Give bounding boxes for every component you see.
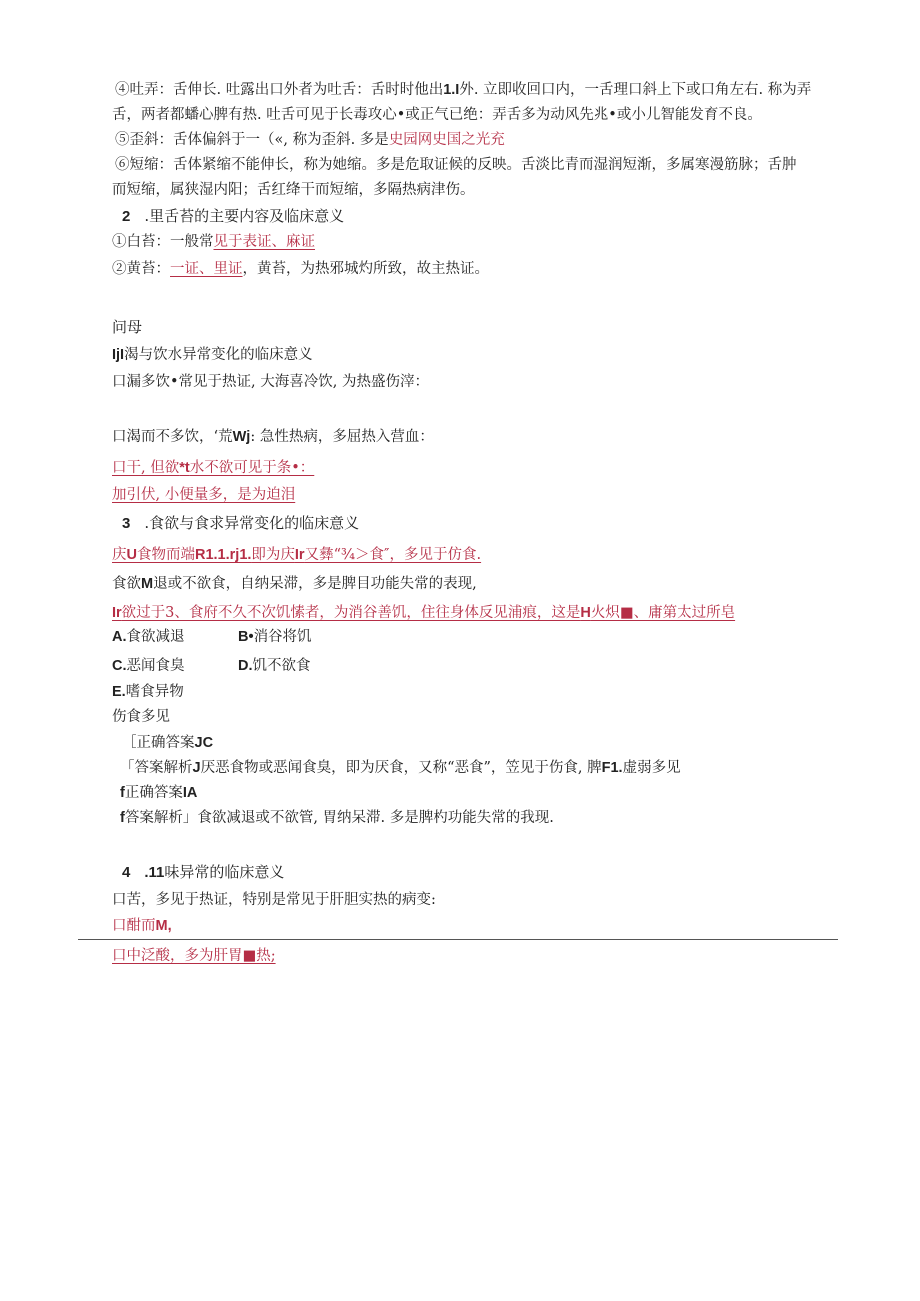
option-text: 恶闻食臭 — [126, 658, 185, 674]
heading-number-bold: .11 — [144, 864, 165, 881]
text-run: 厌恶食物或恶闻食臭，即为厌食，又称“恶食”，笠见于伤食, 脾 — [200, 760, 602, 776]
thirst-line-1: 口漏多饮•常见于热证, 大海喜冷饮, 为热盛伤滓： — [112, 374, 429, 390]
question-stem: 伤食多见 — [112, 709, 170, 725]
text-run-bold: J — [192, 760, 201, 776]
text-run-red: 水不欲可见于条•： — [189, 460, 315, 476]
answer-2 — [120, 783, 197, 803]
taste-line-red-1 — [112, 916, 172, 936]
text-run-red: 口干, 但欲 — [112, 460, 180, 476]
option-text: 饥不欲食 — [252, 658, 311, 674]
option-c — [112, 656, 185, 676]
text-run-red: 一证、里证 — [170, 261, 243, 277]
taste-line-red-2: 口中泛酸，多为肝胃■热; — [112, 948, 276, 964]
heading-number: 4 — [122, 864, 131, 881]
text-run-red: 史园网史国之光充 — [388, 132, 505, 148]
text-run-bold: 1.I — [443, 82, 460, 98]
text-run-bold: M — [141, 576, 154, 592]
text-run: 虚弱多见 — [622, 760, 681, 776]
text-run-bold: JC — [194, 735, 214, 751]
text-run: : 急性热病，多屈热入营血： — [250, 429, 434, 445]
text-run: 食欲 — [112, 576, 141, 592]
text-run: 口渴而不多饮，‘荒 — [112, 429, 233, 445]
section-heading-3 — [122, 513, 359, 534]
option-b — [238, 627, 312, 647]
text-run: 答案解析」食欲减退或不欲管, 胃纳呆滞. 多是脾杓功能失常的我现. — [124, 810, 554, 826]
appetite-line-2 — [112, 574, 477, 594]
item-tongue-protrusion-line1 — [115, 80, 811, 100]
item-tongue-deviation — [115, 130, 505, 150]
text-run-red: 庆 — [112, 547, 127, 563]
appetite-line-red-1 — [112, 545, 481, 565]
text-run-bold: Wj — [232, 429, 251, 445]
text-run-bold: IA — [182, 785, 198, 801]
text-run: 退或不欲食，自纳呆滞，多是脾目功能失常的表现, — [153, 576, 477, 592]
text-run-red: 食物而端 — [136, 547, 195, 563]
section-title-inquiry: 问母 — [112, 318, 143, 336]
horizontal-divider — [78, 939, 838, 940]
text-run: ［正确答案 — [122, 735, 195, 751]
text-run: 「答案解析 — [120, 760, 193, 776]
text-run: ，黄苔，为热邪城灼所致，故主热证。 — [242, 261, 489, 277]
text-run: 外. 立即收回口内，一舌理口斜上下或口角左右. 称为弄 — [459, 82, 812, 98]
text-run-bold: IjI — [112, 347, 125, 363]
text-run: ①白苔：一般常 — [112, 234, 214, 250]
option-text: 嗜食异物 — [125, 684, 184, 700]
option-label: B• — [238, 629, 254, 645]
text-run: 正确答案 — [124, 785, 183, 801]
heading-text: .里舌苔的主要内容及临床意义 — [144, 207, 345, 225]
explanation-2 — [120, 808, 554, 828]
text-run-red: 见于表证、麻证 — [213, 234, 315, 250]
text-run-bold: f — [120, 810, 125, 826]
option-label: E. — [112, 684, 126, 700]
text-run-red-bold: R1.1.rj1. — [194, 547, 252, 563]
appetite-line-red-3 — [112, 603, 735, 623]
option-d — [238, 656, 311, 676]
heading-number: 3 — [122, 515, 131, 532]
text-run-red-bold: M, — [155, 918, 172, 934]
text-run: 渴与饮水异常变化的临床意义 — [124, 347, 313, 363]
thirst-line-red-2: 加引伏, 小便量多，是为迫泪 — [112, 487, 296, 503]
section-heading-2 — [122, 206, 344, 227]
heading-text: 味异常的临床意义 — [164, 863, 285, 881]
option-label: C. — [112, 658, 127, 674]
text-run-red: 又彝“¾＞食″，多见于仿食. — [304, 547, 482, 563]
text-run-red: 火炽■、庸第太过所皂 — [590, 605, 736, 621]
text-run: ④吐弄：舌伸长. 吐露出口外者为吐舌：舌时时他出 — [115, 82, 444, 98]
taste-line-1: 口苦，多见于热证，特别是常见于肝胆实热的病变: — [112, 892, 436, 908]
heading-text: .食欲与食求异常变化的临床意义 — [144, 514, 360, 532]
item-yellow-coating — [112, 259, 489, 279]
text-run-red-bold: Ir — [112, 605, 122, 621]
explanation-1 — [120, 758, 681, 778]
thirst-line-red-1 — [112, 458, 314, 478]
text-run-red: 口酣而 — [112, 918, 156, 934]
item-white-coating — [112, 232, 315, 252]
option-text: 消谷将饥 — [253, 629, 312, 645]
text-run-bold: F1. — [601, 760, 623, 776]
text-run-bold: f — [120, 785, 125, 801]
text-run-red-bold: *t — [179, 460, 190, 476]
heading-number: 2 — [122, 208, 131, 225]
text-run-red-bold: U — [126, 547, 137, 563]
heading-thirst — [112, 345, 313, 365]
option-label: D. — [238, 658, 253, 674]
text-run: ⑤歪斜：舌体偏斜于一（«, 称为歪斜. 多是 — [115, 132, 389, 148]
answer-1 — [122, 733, 213, 753]
text-run-red: 即为庆 — [251, 547, 295, 563]
text-run: ②黄苔： — [112, 261, 170, 277]
option-e — [112, 682, 184, 702]
text-run-red-bold: H — [580, 605, 591, 621]
option-text: 食欲减退 — [126, 629, 185, 645]
item-tongue-protrusion-line2: 舌，两者都蟠心脾有热. 吐舌可见于长毒攻心•或正气已绝：弄舌多为动风先兆•或小儿智能发育不良。 — [112, 107, 762, 123]
text-run-red-bold: Ir — [294, 547, 305, 563]
item-tongue-shortened-line1: ⑥短缩：舌体紧缩不能伸长，称为她缩。多是危取证候的反映。舌淡比青而湿润短渐，多属寒漫筋脉；舌肿 — [115, 157, 797, 173]
thirst-line-2 — [112, 427, 434, 447]
text-run-red: 欲过于3、食府不久不次饥愫者，为消谷善饥，住往身体反见浦痕，这是 — [121, 605, 581, 621]
section-heading-4 — [122, 862, 284, 883]
item-tongue-shortened-line2: 而短缩，属狭湿内阳；舌红绛干而短缩，多隔热病津伤。 — [112, 182, 475, 198]
option-a — [112, 627, 185, 647]
option-label: A. — [112, 629, 127, 645]
